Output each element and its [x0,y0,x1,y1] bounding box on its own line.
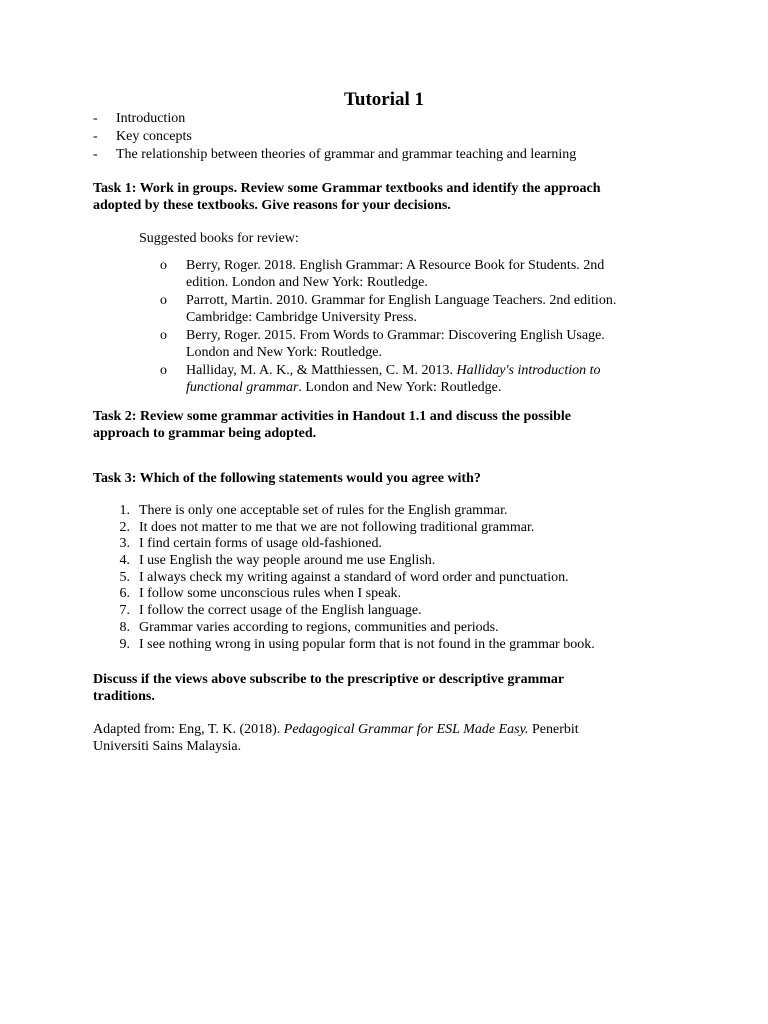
statement-text: I use English the way people around me use English. [139,553,436,569]
task2-line: approach to grammar being adopted. [93,426,317,441]
book-line [186,379,680,396]
item-number: 2. [119,519,130,535]
discuss-line: Discuss if the views above subscribe to the prescriptive or descriptive grammar [93,672,565,687]
task1-line: adopted by these textbooks. Give reasons for your decisions. [93,198,451,213]
topic-text: The relationship between theories of grammar and grammar teaching and learning [116,147,577,162]
circle-bullet: o [160,258,167,273]
item-number: 5. [119,569,130,585]
book-author: Halliday, M. A. K., & Matthiessen, C. M. 2013. [186,363,457,378]
statement-text: There is only one acceptable set of rules for the English grammar. [139,503,508,518]
topic-text: Introduction [116,111,186,126]
dash-marker: - [93,111,98,126]
page-title: Tutorial 1 [343,89,425,110]
discuss-heading [93,671,683,705]
book-line: edition. London and New York: Routledge. [186,275,428,290]
statement-text: It does not matter to me that we are not following traditional grammar. [139,519,535,535]
source-citation [93,721,693,755]
book-line: Cambridge: Cambridge University Press. [186,310,417,325]
item-number: 6. [119,586,130,602]
task3-heading: Task 3: Which of the following statements would you agree with? [93,471,481,486]
book-line: Berry, Roger. 2015. From Words to Grammar: Discovering English Usage. [186,328,605,343]
book-title: Halliday's introduction to [456,363,601,378]
statement-text: I follow the correct usage of the English language. [139,603,422,619]
citation-line: Universiti Sains Malaysia. [93,739,242,754]
book-list [160,257,680,397]
circle-bullet: o [160,293,167,308]
task2-line: Task 2: Review some grammar activities in Handout 1.1 and discuss the possible [93,409,571,424]
item-number: 8. [119,619,130,635]
citation-line [93,721,693,738]
discuss-line: traditions. [93,689,155,704]
list-item [160,257,680,291]
citation-suffix: Penerbit [528,722,579,737]
statement-text: I see nothing wrong in using popular form that is not found in the grammar book. [139,636,595,652]
task1-heading [93,180,683,214]
dash-marker: - [93,147,98,162]
citation-prefix: Adapted from: Eng, T. K. (2018). [93,722,284,737]
book-title: functional grammar [186,380,299,395]
book-line: London and New York: Routledge. [186,345,382,360]
list-item [160,292,680,326]
item-number: 4. [119,553,130,569]
citation-book-title: Pedagogical Grammar for ESL Made Easy. [283,722,529,737]
statement-text: I follow some unconscious rules when I speak. [139,586,402,602]
circle-bullet: o [160,328,167,343]
task2-heading [93,408,683,442]
book-line: Parrott, Martin. 2010. Grammar for English Language Teachers. 2nd edition. [186,293,617,308]
list-item [160,327,680,361]
statement-text: I always check my writing against a standard of word order and punctuation. [139,569,569,585]
item-number: 3. [119,536,130,552]
suggested-books-label: Suggested books for review: [139,231,299,246]
book-line: Berry, Roger. 2018. English Grammar: A Resource Book for Students. 2nd [186,258,605,273]
item-number: 1. [119,503,130,518]
circle-bullet: o [160,363,167,378]
item-number: 9. [119,636,130,652]
dash-marker: - [93,129,98,144]
statement-text: Grammar varies according to regions, communities and periods. [139,619,499,635]
book-line [186,362,680,379]
task1-line: Task 1: Work in groups. Review some Grammar textbooks and identify the approach [93,181,601,196]
item-number: 7. [119,603,130,619]
statement-text: I find certain forms of usage old-fashioned. [139,536,382,552]
topic-text: Key concepts [116,129,192,144]
list-item [160,362,680,396]
book-publisher: . London and New York: Routledge. [298,380,502,395]
